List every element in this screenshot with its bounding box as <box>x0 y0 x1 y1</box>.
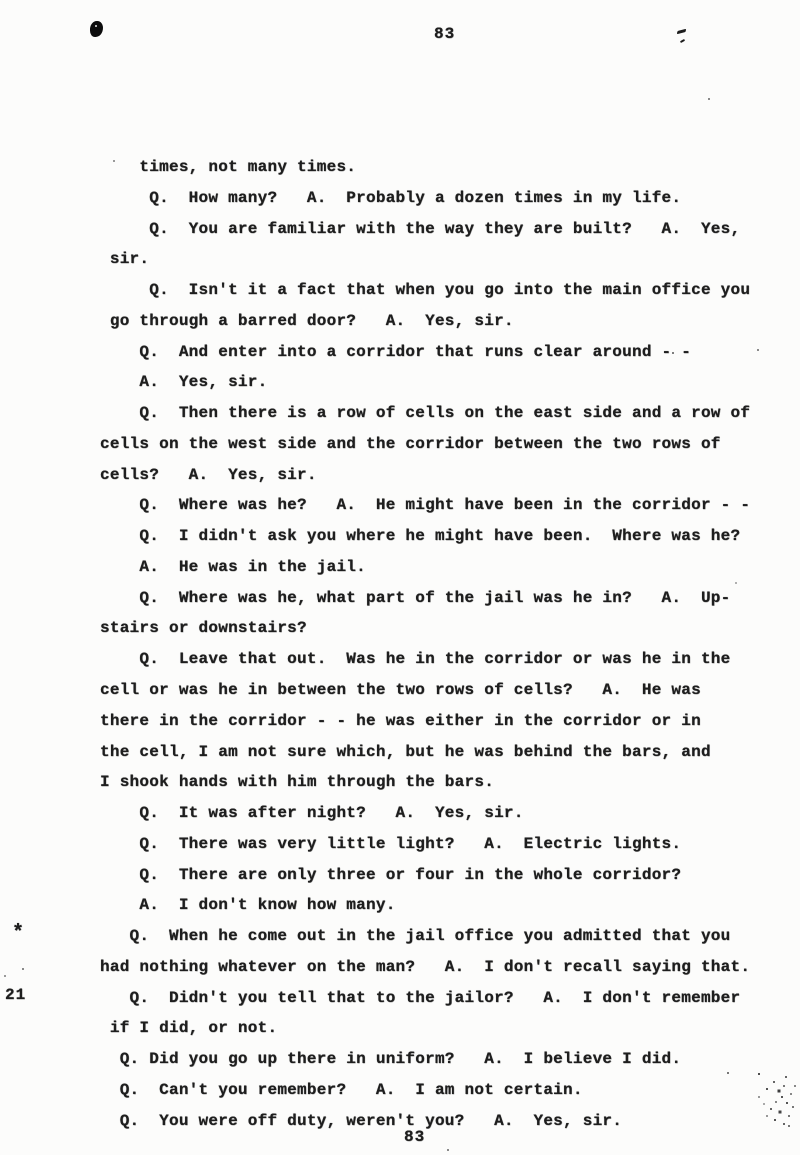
transcript-line: A. Yes, sir. <box>100 373 268 392</box>
transcript-line: Q. You were off duty, weren't you? A. Yes, sir. <box>100 1111 623 1130</box>
transcript-line: had nothing whatever on the man? A. I don't recall saying that. <box>100 957 751 976</box>
transcript-line: Q. Where was he? A. He might have been in the corridor - - <box>100 496 751 515</box>
transcript-line: Q. Didn't you tell that to the jailor? A. I don't remember <box>100 988 741 1007</box>
pen-mark-stroke <box>677 29 686 34</box>
transcript-line: Q. I didn't ask you where he might have been. Where was he? <box>100 527 741 546</box>
page-number-top: 83 <box>434 25 456 43</box>
transcript-line: Q. Can't you remember? A. I am not certain. <box>100 1080 583 1099</box>
ink-blot <box>90 21 103 37</box>
scan-stray-dots <box>0 0 2 2</box>
transcript-line: Q. There are only three or four in the whole corridor? <box>100 865 682 884</box>
transcript-line: times, not many times. <box>100 158 357 176</box>
transcript-line: I shook hands with him through the bars. <box>100 773 495 792</box>
transcript-line: go through a barred door? A. Yes, sir. <box>100 311 514 330</box>
transcript-line: there in the corridor - - he was either in the corridor or in <box>100 711 701 730</box>
transcript-line: Q. When he come out in the jail office you admitted that you <box>100 927 731 946</box>
transcript-line: cells? A. Yes, sir. <box>100 465 317 484</box>
transcript-body <box>100 152 790 1137</box>
transcript-line: Q. And enter into a corridor that runs clear around - - <box>100 342 692 361</box>
page-number-bottom: 83 <box>404 1128 426 1146</box>
pen-mark <box>676 28 690 46</box>
scan-noise-speckles <box>758 1073 800 1131</box>
transcript-line: cell or was he in between the two rows of cells? A. He was <box>100 681 701 700</box>
transcript-line: Q. It was after night? A. Yes, sir. <box>100 804 524 823</box>
transcript-line: stairs or downstairs? <box>100 619 307 638</box>
transcript-line: Q. Did you go up there in uniform? A. I believe I did. <box>100 1050 682 1069</box>
transcript-line: A. I don't know how many. <box>100 896 396 915</box>
transcript-line: Q. Then there is a row of cells on the east side and a row of <box>100 404 751 423</box>
transcript-line: Q. Leave that out. Was he in the corridor or was he in the <box>100 650 731 669</box>
transcript-line: Q. Isn't it a fact that when you go into the main office you <box>100 281 751 300</box>
transcript-line: if I did, or not. <box>100 1019 278 1038</box>
transcript-line: Q. How many? A. Probably a dozen times in my life. <box>100 188 682 207</box>
transcript-line: the cell, I am not sure which, but he was behind the bars, and <box>100 742 711 761</box>
pen-mark-stroke <box>680 39 685 43</box>
transcript-line: Q. Where was he, what part of the jail was he in? A. Up- <box>100 588 731 607</box>
transcript-line: A. He was in the jail. <box>100 557 366 576</box>
transcript-line: sir. <box>100 250 150 269</box>
margin-line-number: 21 <box>5 986 27 1004</box>
transcript-line: Q. There was very little light? A. Electric lights. <box>100 834 682 853</box>
transcript-line: cells on the west side and the corridor between the two rows of <box>100 434 721 453</box>
margin-asterisk-note: * <box>12 922 25 945</box>
transcript-line: Q. You are familiar with the way they are built? A. Yes, <box>100 219 741 238</box>
